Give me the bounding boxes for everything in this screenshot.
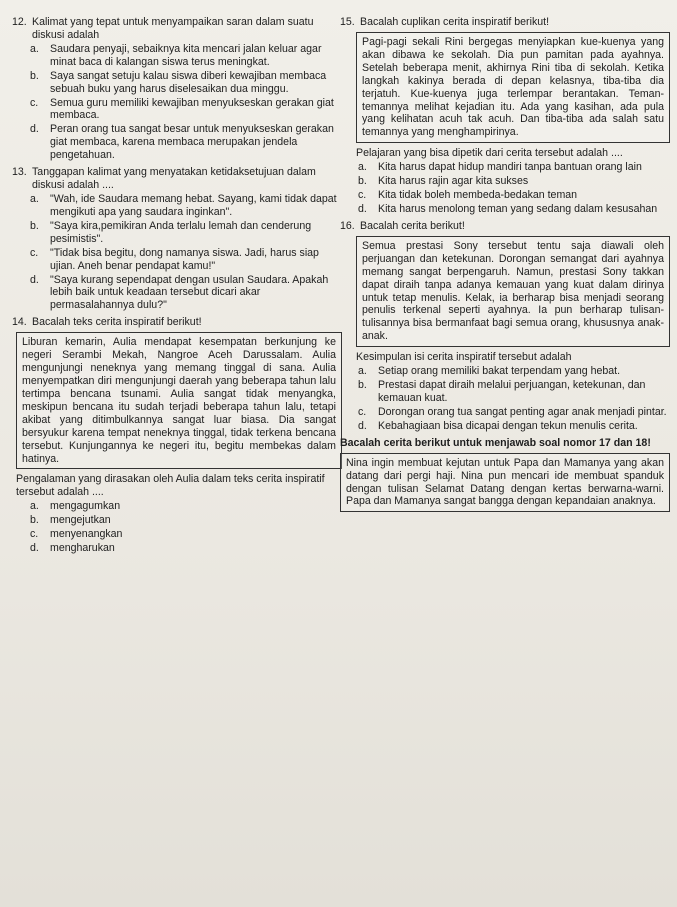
- option-text: Prestasi dapat diraih melalui perjuangan, ketekunan, dan kemauan kuat.: [378, 379, 646, 404]
- option-b[interactable]: [358, 379, 670, 405]
- question-12: [12, 16, 342, 162]
- question-number: 12.: [12, 16, 27, 28]
- question-13: [12, 166, 342, 312]
- option-text: Kita tidak boleh membeda-bedakan teman: [378, 189, 578, 202]
- option-text: Kita harus menolong teman yang sedang dalam kesusahan: [378, 202, 658, 215]
- option-d[interactable]: [358, 203, 670, 216]
- option-letter: d.: [30, 542, 39, 555]
- section-instruction: Bacalah cerita berikut untuk menjawab soal nomor 17 dan 18!: [340, 436, 651, 449]
- option-text: mengejutkan: [50, 514, 111, 527]
- option-b[interactable]: [30, 220, 342, 246]
- option-letter: c.: [30, 96, 39, 109]
- option-d[interactable]: [30, 542, 342, 555]
- option-text: Kebahagiaan bisa dicapai dengan tekun menulis cerita.: [378, 419, 638, 432]
- option-d[interactable]: [30, 274, 342, 313]
- question-16: [340, 220, 670, 433]
- option-letter: a.: [358, 161, 367, 174]
- option-text: Setiap orang memiliki bakat terpendam yang hebat.: [378, 365, 621, 378]
- option-a[interactable]: [30, 43, 342, 69]
- option-text: "Wah, ide Saudara memang hebat. Sayang, kami tidak dapat mengikuti apa yang saudara inginkan".: [50, 192, 337, 218]
- option-text: Saya sangat setuju kalau siswa diberi kewajiban membaca sebuah buku yang harus diselesaikan dua minggu.: [50, 69, 327, 95]
- question-stem: Bacalah cuplikan cerita inspiratif berikut!: [360, 16, 550, 28]
- question-stem: Bacalah teks cerita inspiratif berikut!: [32, 316, 202, 329]
- question-number: 13.: [12, 166, 27, 179]
- option-text: "Saya kurang sependapat dengan usulan Saudara. Apakah lebih baik untuk keadaan tersebut dicari akar permasalahannya dulu?": [50, 273, 329, 312]
- question-14: [12, 316, 342, 555]
- question-prompt: Kesimpulan isi cerita inspiratif tersebut adalah: [356, 351, 572, 364]
- option-letter: c.: [358, 405, 367, 418]
- question-prompt: Pelajaran yang bisa dipetik dari cerita tersebut adalah ....: [356, 147, 623, 160]
- option-b[interactable]: [30, 70, 342, 96]
- story-passage: Pagi-pagi sekali Rini bergegas menyiapkan kue-kuenya yang akan dibawa ke sekolah. Dia pun pamitan pada ayahnya. Setelah beberapa menit, akhirnya Rini tiba di sekolah. Ketika langkah kakinya berada di depan kelasnya, tiba-tiba dia terjatuh. Kue-kuenya juga terlempar berantakan. Teman-temannya melihat kejadian itu. Ada yang kasihan, ada pula yang kelihatan acuh tak acuh. Dan tiba-tiba ada salah satu temannya yang menghampirinya.: [356, 32, 670, 143]
- option-letter: a.: [30, 192, 39, 205]
- question-prompt: Pengalaman yang dirasakan oleh Aulia dalam teks cerita inspiratif tersebut adalah ....: [16, 473, 325, 499]
- left-column: [12, 16, 342, 559]
- option-c[interactable]: [30, 97, 342, 123]
- story-passage-17-18: Nina ingin membuat kejutan untuk Papa dan Mamanya yang akan datang dari pergi haji. Nina pun mencari ide membuat spanduk dengan tulisan Selamat Datang dengan kertas berwarna-warni. Papa dan Mamanya sangat bangga dengan kepandaian anaknya.: [340, 453, 670, 513]
- option-a[interactable]: [30, 500, 342, 513]
- option-a[interactable]: [358, 365, 670, 378]
- option-text: Saudara penyaji, sebaiknya kita mencari jalan keluar agar minat baca di kalangan siswa terus meningkat.: [50, 42, 322, 68]
- option-letter: b.: [30, 219, 39, 232]
- question-number: 15.: [340, 16, 355, 28]
- option-d[interactable]: [30, 123, 342, 162]
- option-b[interactable]: [358, 175, 670, 188]
- option-letter: d.: [30, 273, 39, 286]
- question-stem: Tanggapan kalimat yang menyatakan ketidaksetujuan dalam diskusi adalah ....: [32, 166, 316, 192]
- option-a[interactable]: [358, 161, 670, 174]
- option-c[interactable]: [30, 247, 342, 273]
- option-letter: a.: [30, 42, 39, 55]
- question-stem: Kalimat yang tepat untuk menyampaikan saran dalam suatu diskusi adalah: [32, 16, 314, 41]
- story-passage: Semua prestasi Sony tersebut tentu saja diawali oleh perjuangan dan ketekunan. Dorongan semangat dari ayahnya memang sangat berpengaruh. Namun, prestasi Sony takkan dapat diraih tanpa adanya kemauan yang kuat dalam dirinya untuk tetap menulis. Kelak, ia berharap bisa menjadi seorang penulis terkenal seperti ayahnya. Ia pun berharap tulisan-tulisannya bisa bermanfaat bagi semua orang, khususnya anak-anak.: [356, 236, 670, 347]
- option-text: "Saya kira,pemikiran Anda terlalu lemah dan cenderung pesimistis".: [50, 219, 312, 245]
- option-letter: a.: [30, 500, 39, 513]
- option-b[interactable]: [30, 514, 342, 527]
- option-letter: b.: [358, 175, 367, 188]
- option-letter: b.: [358, 379, 367, 392]
- option-text: mengharukan: [50, 542, 115, 555]
- option-c[interactable]: [358, 406, 670, 419]
- option-d[interactable]: [358, 420, 670, 433]
- option-a[interactable]: [30, 193, 342, 219]
- question-15: [340, 16, 670, 216]
- option-text: menyenangkan: [50, 528, 123, 541]
- question-number: 14.: [12, 316, 27, 329]
- option-letter: c.: [358, 189, 367, 202]
- option-letter: d.: [30, 123, 39, 136]
- option-text: mengagumkan: [50, 500, 121, 513]
- question-number: 16.: [340, 219, 355, 232]
- option-text: Dorongan orang tua sangat penting agar anak menjadi pintar.: [378, 405, 667, 418]
- option-text: Peran orang tua sangat besar untuk menyukseskan gerakan giat membaca, karena membaca merupakan jendela pengetahuan.: [50, 123, 334, 162]
- option-c[interactable]: [358, 189, 670, 202]
- option-letter: c.: [30, 528, 39, 541]
- option-letter: b.: [30, 69, 39, 82]
- option-letter: d.: [358, 202, 367, 215]
- option-c[interactable]: [30, 528, 342, 541]
- question-stem: Bacalah cerita berikut!: [360, 219, 465, 232]
- option-letter: d.: [358, 419, 367, 432]
- right-column: [340, 16, 670, 516]
- option-text: Kita harus rajin agar kita sukses: [378, 175, 529, 188]
- option-text: Semua guru memiliki kewajiban menyukseskan gerakan giat membaca.: [50, 96, 334, 122]
- option-letter: c.: [30, 246, 39, 259]
- story-passage: Liburan kemarin, Aulia mendapat kesempatan berkunjung ke negeri Serambi Mekah, Nangroe Aceh Darussalam. Aulia mengunjungi neneknya yang memang tinggal di sana. Aulia menyempatkan diri mengunjungi daerah yang beberapa tahun lalu tertimpa bencana tsunami. Aulia sangat tidak menyangka, meskipun bencana itu sudah terjadi beberapa tahun lalu, tetapi akibat yang ditimbulkannya sangat luar biasa. Dia sangat bersyukur karena tempat neneknya tinggal, tidak terkena bencana tersebut. Kunjungannya ke negeri itu, begitu membekas dalam hatinya.: [16, 332, 342, 469]
- option-letter: b.: [30, 514, 39, 527]
- option-letter: a.: [358, 365, 367, 378]
- option-text: "Tidak bisa begitu, dong namanya siswa. Jadi, harus siap ujian. Aneh benar pendapat kamu!": [50, 246, 319, 272]
- option-text: Kita harus dapat hidup mandiri tanpa bantuan orang lain: [378, 161, 642, 174]
